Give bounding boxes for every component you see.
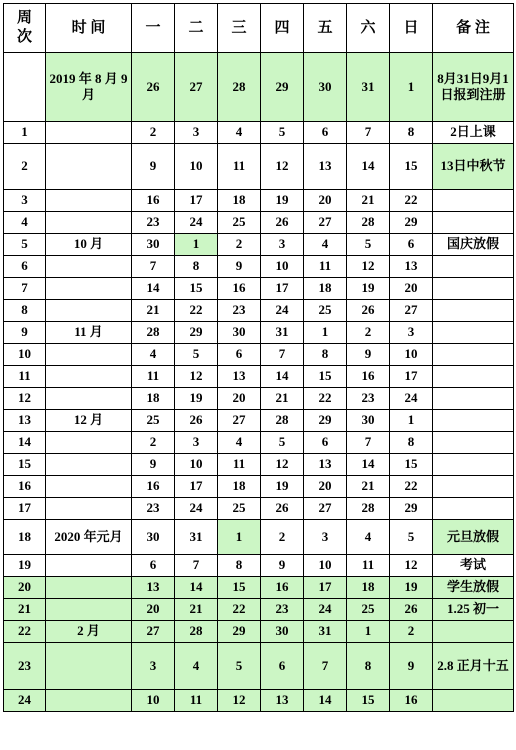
day-cell: 15 <box>304 366 347 388</box>
day-cell: 29 <box>175 322 218 344</box>
table-row <box>4 498 514 520</box>
month-label <box>46 599 132 621</box>
note-cell <box>433 278 514 300</box>
day-cell: 7 <box>347 122 390 144</box>
day-cell: 30 <box>132 520 175 555</box>
week-number: 4 <box>4 212 46 234</box>
day-cell: 10 <box>132 690 175 712</box>
day-cell: 6 <box>304 122 347 144</box>
day-cell: 11 <box>304 256 347 278</box>
day-cell: 1 <box>347 621 390 643</box>
note-cell: 1.25 初一 <box>433 599 514 621</box>
day-cell: 8 <box>175 256 218 278</box>
month-label <box>46 300 132 322</box>
day-cell: 14 <box>175 577 218 599</box>
table-row <box>4 454 514 476</box>
day-cell: 29 <box>218 621 261 643</box>
day-cell: 27 <box>390 300 433 322</box>
day-cell: 21 <box>261 388 304 410</box>
day-cell: 12 <box>218 690 261 712</box>
month-label: 11 月 <box>46 322 132 344</box>
day-cell: 6 <box>132 555 175 577</box>
day-cell: 13 <box>218 366 261 388</box>
table-row <box>4 520 514 555</box>
day-cell: 24 <box>175 212 218 234</box>
day-cell: 27 <box>218 410 261 432</box>
header-row <box>4 4 514 53</box>
note-cell <box>433 190 514 212</box>
day-cell: 5 <box>175 344 218 366</box>
day-cell: 31 <box>347 53 390 122</box>
day-cell: 14 <box>132 278 175 300</box>
table-row <box>4 643 514 690</box>
week-number: 11 <box>4 366 46 388</box>
day-cell: 14 <box>347 144 390 190</box>
day-cell: 30 <box>347 410 390 432</box>
day-cell: 22 <box>218 599 261 621</box>
note-cell <box>433 300 514 322</box>
day-cell: 23 <box>218 300 261 322</box>
day-cell: 13 <box>132 577 175 599</box>
day-cell: 11 <box>218 454 261 476</box>
day-cell: 18 <box>347 577 390 599</box>
day-cell: 26 <box>175 410 218 432</box>
day-cell: 6 <box>304 432 347 454</box>
header-day-sat: 六 <box>347 4 390 53</box>
table-row <box>4 344 514 366</box>
note-cell <box>433 432 514 454</box>
day-cell: 24 <box>175 498 218 520</box>
day-cell: 9 <box>390 643 433 690</box>
day-cell: 12 <box>261 454 304 476</box>
month-label <box>46 577 132 599</box>
week-number: 5 <box>4 234 46 256</box>
month-label: 2019 年 8 月 9 月 <box>46 53 132 122</box>
day-cell: 14 <box>347 454 390 476</box>
week-number: 1 <box>4 122 46 144</box>
day-cell: 5 <box>261 432 304 454</box>
table-row <box>4 300 514 322</box>
day-cell: 4 <box>175 643 218 690</box>
month-label <box>46 690 132 712</box>
day-cell: 21 <box>132 300 175 322</box>
week-number: 10 <box>4 344 46 366</box>
day-cell: 19 <box>175 388 218 410</box>
day-cell: 11 <box>175 690 218 712</box>
day-cell: 9 <box>347 344 390 366</box>
note-cell: 13日中秋节 <box>433 144 514 190</box>
day-cell: 15 <box>390 144 433 190</box>
day-cell: 3 <box>175 122 218 144</box>
week-number: 20 <box>4 577 46 599</box>
note-cell: 2日上课 <box>433 122 514 144</box>
week-number: 15 <box>4 454 46 476</box>
day-cell: 7 <box>175 555 218 577</box>
day-cell: 7 <box>347 432 390 454</box>
week-number: 9 <box>4 322 46 344</box>
note-cell <box>433 621 514 643</box>
table-row <box>4 122 514 144</box>
day-cell: 7 <box>304 643 347 690</box>
table-row <box>4 366 514 388</box>
day-cell: 22 <box>304 388 347 410</box>
day-cell: 20 <box>132 599 175 621</box>
day-cell: 17 <box>390 366 433 388</box>
day-cell: 27 <box>304 498 347 520</box>
day-cell: 2 <box>132 122 175 144</box>
day-cell: 14 <box>304 690 347 712</box>
day-cell: 20 <box>304 476 347 498</box>
day-cell: 26 <box>261 212 304 234</box>
day-cell: 9 <box>261 555 304 577</box>
day-cell: 31 <box>304 621 347 643</box>
day-cell: 1 <box>390 410 433 432</box>
day-cell: 8 <box>390 432 433 454</box>
day-cell: 22 <box>175 300 218 322</box>
month-label <box>46 498 132 520</box>
day-cell: 15 <box>390 454 433 476</box>
header-day-tue: 二 <box>175 4 218 53</box>
day-cell: 3 <box>132 643 175 690</box>
month-label <box>46 366 132 388</box>
day-cell: 30 <box>218 322 261 344</box>
week-number: 19 <box>4 555 46 577</box>
note-cell <box>433 410 514 432</box>
day-cell: 13 <box>390 256 433 278</box>
table-row <box>4 476 514 498</box>
school-calendar-table <box>3 3 514 712</box>
header-day-wed: 三 <box>218 4 261 53</box>
month-label <box>46 643 132 690</box>
note-cell: 8月31日9月1日报到注册 <box>433 53 514 122</box>
day-cell: 11 <box>218 144 261 190</box>
day-cell: 6 <box>261 643 304 690</box>
week-number: 14 <box>4 432 46 454</box>
day-cell: 23 <box>347 388 390 410</box>
month-label: 10 月 <box>46 234 132 256</box>
day-cell: 16 <box>132 476 175 498</box>
day-cell: 15 <box>218 577 261 599</box>
day-cell: 3 <box>261 234 304 256</box>
week-number: 2 <box>4 144 46 190</box>
note-cell <box>433 690 514 712</box>
month-label <box>46 278 132 300</box>
day-cell: 5 <box>261 122 304 144</box>
day-cell: 13 <box>304 454 347 476</box>
month-label <box>46 476 132 498</box>
day-cell: 29 <box>261 53 304 122</box>
table-row <box>4 432 514 454</box>
note-cell <box>433 256 514 278</box>
note-cell: 元旦放假 <box>433 520 514 555</box>
day-cell: 30 <box>132 234 175 256</box>
day-cell: 2 <box>390 621 433 643</box>
table-row <box>4 410 514 432</box>
month-label <box>46 344 132 366</box>
month-label <box>46 432 132 454</box>
day-cell: 28 <box>347 212 390 234</box>
week-number: 24 <box>4 690 46 712</box>
note-cell: 学生放假 <box>433 577 514 599</box>
day-cell: 9 <box>132 454 175 476</box>
header-day-fri: 五 <box>304 4 347 53</box>
day-cell: 16 <box>132 190 175 212</box>
week-number: 3 <box>4 190 46 212</box>
day-cell: 16 <box>347 366 390 388</box>
day-cell: 12 <box>175 366 218 388</box>
month-label <box>46 212 132 234</box>
table-row <box>4 322 514 344</box>
day-cell: 10 <box>175 144 218 190</box>
month-label <box>46 454 132 476</box>
day-cell: 3 <box>175 432 218 454</box>
day-cell: 17 <box>175 476 218 498</box>
day-cell: 21 <box>347 476 390 498</box>
day-cell: 20 <box>218 388 261 410</box>
table-row <box>4 690 514 712</box>
day-cell: 15 <box>175 278 218 300</box>
day-cell: 31 <box>175 520 218 555</box>
day-cell: 2 <box>132 432 175 454</box>
month-label: 2020 年元月 <box>46 520 132 555</box>
week-number: 12 <box>4 388 46 410</box>
day-cell: 28 <box>175 621 218 643</box>
note-cell: 2.8 正月十五 <box>433 643 514 690</box>
day-cell: 27 <box>175 53 218 122</box>
week-number: 23 <box>4 643 46 690</box>
day-cell: 4 <box>218 122 261 144</box>
week-number: 8 <box>4 300 46 322</box>
day-cell: 7 <box>261 344 304 366</box>
table-row <box>4 555 514 577</box>
day-cell: 31 <box>261 322 304 344</box>
table-row <box>4 256 514 278</box>
day-cell: 9 <box>132 144 175 190</box>
day-cell: 23 <box>261 599 304 621</box>
day-cell: 5 <box>390 520 433 555</box>
day-cell: 5 <box>218 643 261 690</box>
day-cell: 27 <box>132 621 175 643</box>
week-number: 22 <box>4 621 46 643</box>
day-cell: 25 <box>218 212 261 234</box>
note-cell: 国庆放假 <box>433 234 514 256</box>
day-cell: 15 <box>347 690 390 712</box>
table-row <box>4 599 514 621</box>
week-number: 7 <box>4 278 46 300</box>
day-cell: 24 <box>390 388 433 410</box>
note-cell <box>433 212 514 234</box>
day-cell: 9 <box>218 256 261 278</box>
day-cell: 30 <box>304 53 347 122</box>
day-cell: 24 <box>304 599 347 621</box>
day-cell: 21 <box>175 599 218 621</box>
day-cell: 19 <box>261 476 304 498</box>
month-label <box>46 555 132 577</box>
day-cell: 27 <box>304 212 347 234</box>
day-cell: 18 <box>132 388 175 410</box>
day-cell: 5 <box>347 234 390 256</box>
month-label <box>46 256 132 278</box>
day-cell: 8 <box>304 344 347 366</box>
day-cell: 28 <box>218 53 261 122</box>
day-cell: 25 <box>132 410 175 432</box>
header-notes: 备 注 <box>433 4 514 53</box>
day-cell: 16 <box>390 690 433 712</box>
day-cell: 8 <box>218 555 261 577</box>
day-cell: 26 <box>347 300 390 322</box>
day-cell: 19 <box>390 577 433 599</box>
day-cell: 25 <box>304 300 347 322</box>
month-label: 2 月 <box>46 621 132 643</box>
day-cell: 28 <box>261 410 304 432</box>
day-cell: 4 <box>347 520 390 555</box>
day-cell: 18 <box>218 476 261 498</box>
table-row <box>4 144 514 190</box>
day-cell: 8 <box>347 643 390 690</box>
day-cell: 6 <box>390 234 433 256</box>
header-week: 周次 <box>4 4 46 53</box>
day-cell: 26 <box>261 498 304 520</box>
header-day-sun: 日 <box>390 4 433 53</box>
day-cell: 10 <box>175 454 218 476</box>
note-cell <box>433 322 514 344</box>
day-cell: 10 <box>304 555 347 577</box>
day-cell: 1 <box>175 234 218 256</box>
week-number: 21 <box>4 599 46 621</box>
day-cell: 11 <box>347 555 390 577</box>
day-cell: 19 <box>347 278 390 300</box>
table-row <box>4 53 514 122</box>
week-number: 13 <box>4 410 46 432</box>
day-cell: 1 <box>304 322 347 344</box>
week-number: 16 <box>4 476 46 498</box>
day-cell: 17 <box>175 190 218 212</box>
day-cell: 16 <box>261 577 304 599</box>
day-cell: 29 <box>304 410 347 432</box>
day-cell: 17 <box>261 278 304 300</box>
day-cell: 29 <box>390 212 433 234</box>
week-number <box>4 53 46 122</box>
day-cell: 2 <box>218 234 261 256</box>
day-cell: 29 <box>390 498 433 520</box>
note-cell <box>433 388 514 410</box>
header-time: 时 间 <box>46 4 132 53</box>
day-cell: 3 <box>390 322 433 344</box>
day-cell: 20 <box>304 190 347 212</box>
table-row <box>4 388 514 410</box>
day-cell: 12 <box>390 555 433 577</box>
day-cell: 22 <box>390 476 433 498</box>
day-cell: 19 <box>261 190 304 212</box>
month-label: 12 月 <box>46 410 132 432</box>
day-cell: 13 <box>304 144 347 190</box>
note-cell <box>433 476 514 498</box>
day-cell: 30 <box>261 621 304 643</box>
day-cell: 6 <box>218 344 261 366</box>
month-label <box>46 190 132 212</box>
header-day-mon: 一 <box>132 4 175 53</box>
day-cell: 4 <box>218 432 261 454</box>
note-cell <box>433 344 514 366</box>
day-cell: 10 <box>390 344 433 366</box>
day-cell: 22 <box>390 190 433 212</box>
day-cell: 23 <box>132 498 175 520</box>
day-cell: 13 <box>261 690 304 712</box>
month-label <box>46 122 132 144</box>
day-cell: 3 <box>304 520 347 555</box>
table-row <box>4 621 514 643</box>
note-cell <box>433 498 514 520</box>
day-cell: 4 <box>304 234 347 256</box>
day-cell: 28 <box>347 498 390 520</box>
note-cell <box>433 366 514 388</box>
day-cell: 1 <box>390 53 433 122</box>
day-cell: 18 <box>218 190 261 212</box>
month-label <box>46 144 132 190</box>
table-row <box>4 278 514 300</box>
day-cell: 26 <box>390 599 433 621</box>
note-cell <box>433 454 514 476</box>
day-cell: 14 <box>261 366 304 388</box>
day-cell: 1 <box>218 520 261 555</box>
day-cell: 20 <box>390 278 433 300</box>
day-cell: 11 <box>132 366 175 388</box>
day-cell: 16 <box>218 278 261 300</box>
day-cell: 25 <box>218 498 261 520</box>
table-row <box>4 577 514 599</box>
day-cell: 26 <box>132 53 175 122</box>
day-cell: 2 <box>261 520 304 555</box>
day-cell: 21 <box>347 190 390 212</box>
day-cell: 10 <box>261 256 304 278</box>
day-cell: 7 <box>132 256 175 278</box>
day-cell: 28 <box>132 322 175 344</box>
week-number: 17 <box>4 498 46 520</box>
table-row <box>4 212 514 234</box>
day-cell: 12 <box>347 256 390 278</box>
day-cell: 24 <box>261 300 304 322</box>
day-cell: 8 <box>390 122 433 144</box>
day-cell: 25 <box>347 599 390 621</box>
table-row <box>4 234 514 256</box>
day-cell: 17 <box>304 577 347 599</box>
month-label <box>46 388 132 410</box>
table-row <box>4 190 514 212</box>
day-cell: 23 <box>132 212 175 234</box>
day-cell: 2 <box>347 322 390 344</box>
note-cell: 考试 <box>433 555 514 577</box>
week-number: 18 <box>4 520 46 555</box>
header-day-thu: 四 <box>261 4 304 53</box>
day-cell: 18 <box>304 278 347 300</box>
week-number: 6 <box>4 256 46 278</box>
day-cell: 12 <box>261 144 304 190</box>
day-cell: 4 <box>132 344 175 366</box>
